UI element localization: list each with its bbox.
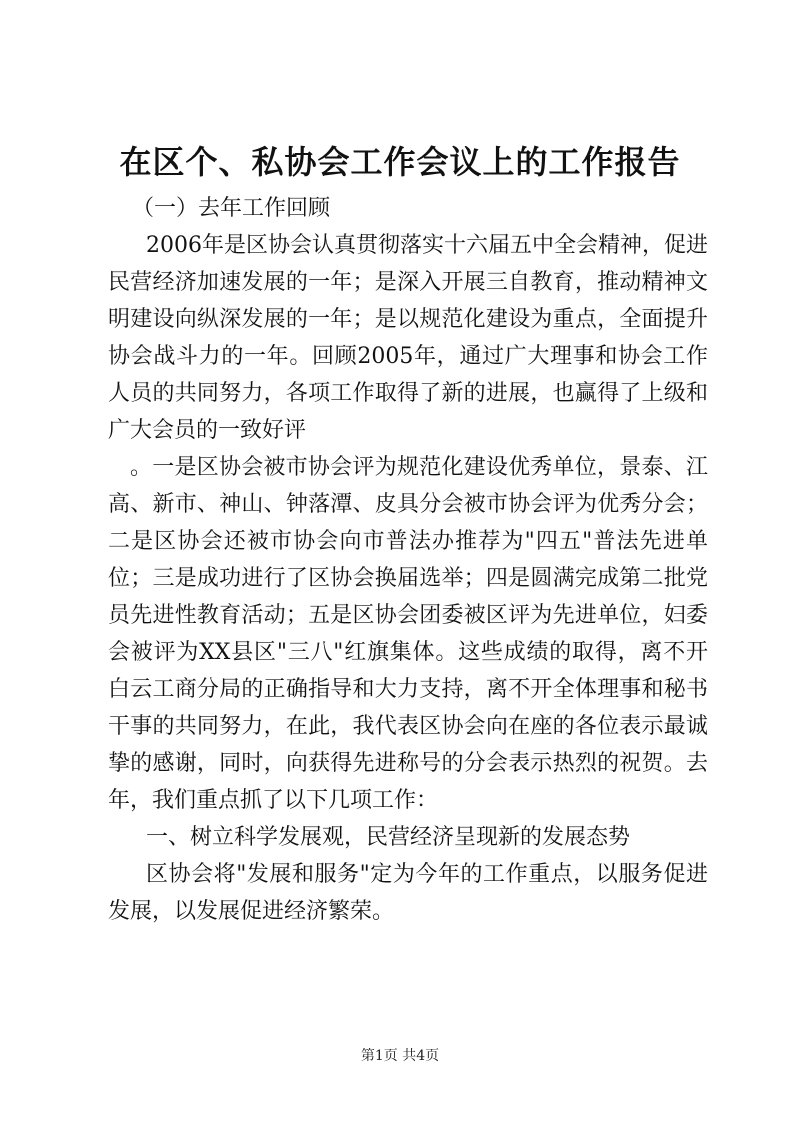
document-body — [108, 190, 708, 930]
document-title: 在区个、私协会工作会议上的工作报告 — [119, 143, 681, 181]
page-footer: 第1页 共4页 — [360, 1048, 440, 1064]
paragraph-overview: 2006年是区协会认真贯彻落实十六届五中全会精神，促进民营经济加速发展的一年；是深入开展三自教育，推动精神文明建设向纵深发展的一年；是以规范化建设为重点，全面提升协会战斗力的一年。回顾2005年，通过广大理事和协会工作人员的共同努力，各项工作取得了新的进展，也赢得了上级和广大会员的一致好评 — [108, 233, 708, 443]
paragraph-achievements: 。一是区协会被市协会评为规范化建设优秀单位，景泰、江高、新市、神山、钟落潭、皮具分会被市协会评为优秀分会；二是区协会还被市协会向市普法办推荐为"四五"普法先进单位；三是成功进行了区协会换届选举；四是圆满完成第二批党员先进性教育活动；五是区协会团委被区评为先进单位，妇委会被评为XX县区"三八"红旗集体。这些成绩的取得，离不开白云工商分局的正确指导和大力支持，离不开全体理事和秘书干事的共同努力，在此，我代表区协会向在座的各位表示最诚挚的感谢，同时，向获得先进称号的分会表示热烈的祝贺。去年，我们重点抓了以下几项工作： — [108, 455, 708, 813]
section-heading-review: （一）去年工作回顾 — [132, 196, 331, 221]
paragraph-focus: 区协会将"发展和服务"定为今年的工作重点，以服务促进发展，以发展促进经济繁荣。 — [108, 862, 708, 924]
section-heading-development: 一、树立科学发展观，民营经济呈现新的发展态势 — [146, 825, 631, 850]
